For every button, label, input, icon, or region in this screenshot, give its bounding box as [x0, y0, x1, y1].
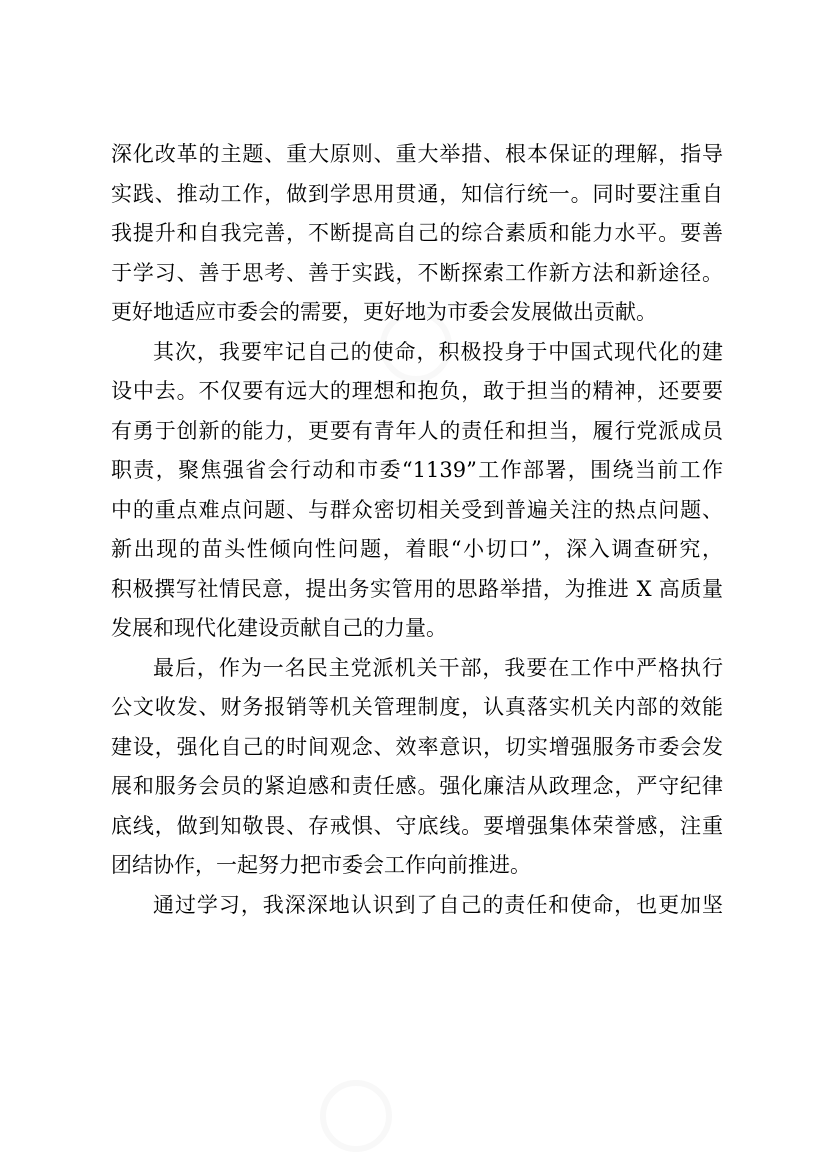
text-line: 最后，作为一名民主党派机关干部，我要在工作中严格执行 — [153, 655, 723, 680]
text-line: 设中去。不仅要有远大的理想和抱负，敢于担当的精神，还要要 — [111, 379, 723, 403]
text-line: 有勇于创新的能力，更要有青年人的责任和担当，履行党派成员 — [111, 418, 723, 443]
paragraph — [111, 886, 723, 926]
text-line: 公文收发、财务报销等机关管理制度，认真落实机关内部的效能 — [111, 695, 723, 719]
text-line: 于学习、善于思考、善于实践，不断探索工作新方法和新途径。 — [111, 260, 723, 285]
text-line: 其次，我要牢记自己的使命，积极投身于中国式现代化的建 — [153, 339, 723, 364]
paragraph — [111, 135, 723, 333]
watermark-logo-icon — [320, 1080, 392, 1152]
text-line: 展和服务会员的紧迫感和责任感。强化廉洁从政理念，严守纪律 — [111, 774, 723, 798]
document-body — [111, 135, 723, 925]
paragraph — [111, 333, 723, 649]
paragraph — [111, 649, 723, 886]
text-line: 发展和现代化建设贡献自己的力量。 — [111, 616, 447, 640]
text-line: 团结协作，一起努力把市委会工作向前推进。 — [111, 853, 531, 877]
text-line: 我提升和自我完善，不断提高自己的综合素质和能力水平。要善 — [111, 221, 723, 245]
text-line: 中的重点难点问题、与群众密切相关受到普遍关注的热点问题、 — [111, 497, 723, 522]
text-line: 职责，聚焦强省会行动和市委“1139”工作部署，围绕当前工作 — [111, 458, 723, 482]
text-line: 底线，做到知敬畏、存戒惧、守底线。要增强集体荣誉感，注重 — [111, 813, 723, 838]
text-line: 实践、推动工作，做到学思用贯通，知信行统一。同时要注重自 — [111, 181, 723, 206]
text-line: 积极撰写社情民意，提出务实管用的思路举措，为推进 X 高质量 — [111, 576, 723, 601]
text-line: 深化改革的主题、重大原则、重大举措、根本保证的理解，指导 — [111, 142, 723, 166]
text-line: 建设，强化自己的时间观念、效率意识，切实增强服务市委会发 — [111, 734, 723, 759]
text-line: 通过学习，我深深地认识到了自己的责任和使命，也更加坚 — [153, 892, 723, 917]
text-line: 新出现的苗头性倾向性问题，着眼“小切口”，深入调查研究， — [111, 537, 723, 561]
text-line: 更好地适应市委会的需要，更好地为市委会发展做出贡献。 — [111, 300, 657, 324]
